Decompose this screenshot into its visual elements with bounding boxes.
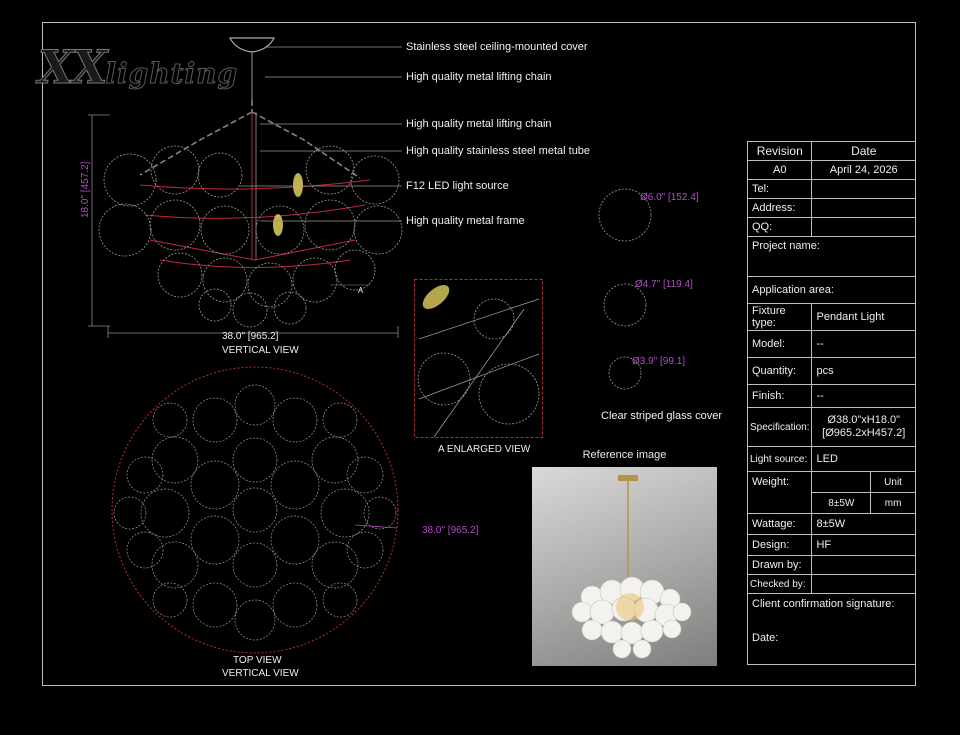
address-row [748,199,916,218]
callout-lifting-chain-1: High quality metal lifting chain [406,71,552,83]
date-value: April 24, 2026 [812,161,916,180]
callout-leaders [180,40,405,240]
enlarged-view-caption: A ENLARGED VIEW [438,444,531,455]
tel-value [812,180,916,199]
top-diameter-dimension: 38.0" [965.2] [422,525,479,536]
callout-ceiling-cover: Stainless steel ceiling-mounted cover [406,41,588,53]
callout-led-source: F12 LED light source [406,180,509,192]
address-value [812,199,916,218]
revision-header-row [748,142,916,161]
quantity-label: Quantity: [748,358,812,385]
tel-row [748,180,916,199]
reference-photo [532,467,717,666]
fixture-value: Pendant Light [812,304,916,331]
unit-label: Unit [871,472,916,493]
width-dimension: 38.0" [965.2] [222,331,279,342]
reference-caption: Reference image [582,449,667,461]
address-label: Address: [748,199,812,218]
model-label: Model: [748,331,812,358]
weight-blank [812,472,871,493]
project-row [748,237,916,277]
application-row [748,277,916,304]
quantity-value: pcs [812,358,916,385]
design-value: HF [812,535,916,556]
specification-value-line-2: [Ø965.2xH457.2] [822,427,906,439]
section-marker: A [358,286,364,295]
checked-label: Checked by: [748,575,812,594]
callout-lifting-chain-2: High quality metal lifting chain [406,118,552,130]
tel-label: Tel: [748,180,812,199]
qq-label: QQ: [748,218,812,237]
qq-value [812,218,916,237]
wattage-row [748,514,916,535]
quantity-row [748,358,916,385]
client-cell [748,594,916,665]
ball-small-dimension: Ø3.9" [99.1] [632,356,686,367]
callout-metal-frame: High quality metal frame [406,215,525,227]
fixture-label: Fixture type: [748,304,812,331]
design-label: Design: [748,535,812,556]
drawn-value [812,556,916,575]
checked-row [748,575,916,594]
revision-value: A0 [748,161,812,180]
light-source-value: LED [812,447,916,472]
client-date-label: Date: [752,632,779,644]
light-source-label: Light source: [748,447,812,472]
application-label: Application area: [748,277,916,304]
callout-metal-tube: High quality stainless steel metal tube [406,145,591,157]
specification-value [812,408,916,447]
brand-logo: XXlighting [38,40,239,94]
model-value: -- [812,331,916,358]
finish-value: -- [812,385,916,408]
qq-row [748,218,916,237]
enlarged-view-drawing [414,279,544,439]
top-view-caption: TOP VIEW [233,655,282,666]
top-view-caption-2: VERTICAL VIEW [222,668,299,679]
finish-row [748,385,916,408]
specification-label: Specification: [748,408,812,447]
weight-row [748,472,916,493]
design-row [748,535,916,556]
specification-value-line-1: Ø38.0"xH18.0" [827,414,901,426]
wattage-value: 8±5W [812,514,916,535]
weight-label: Weight: [748,472,812,514]
ball-large-dimension: Ø6.0" [152.4] [640,192,699,203]
wattage-label: Wattage: [748,514,812,535]
vertical-view-caption: VERTICAL VIEW [222,345,299,356]
glass-cover-caption: Clear striped glass cover [601,410,723,422]
top-view-drawing [105,365,405,655]
weight-value: 8±5W [812,493,871,514]
height-dimension: 18.0" [457.2] [80,161,91,218]
drawn-label: Drawn by: [748,556,812,575]
project-label: Project name: [748,237,916,277]
checked-value [812,575,916,594]
date-label: Date [812,142,916,161]
finish-label: Finish: [748,385,812,408]
specification-row [748,408,916,447]
fixture-row [748,304,916,331]
revision-value-row [748,161,916,180]
spec-table [747,141,916,665]
drawn-row [748,556,916,575]
model-row [748,331,916,358]
revision-label: Revision [748,142,812,161]
light-source-row [748,447,916,472]
ball-medium-dimension: Ø4.7" [119.4] [635,279,693,290]
client-label: Client confirmation signature: [752,598,895,610]
client-row [748,594,916,665]
unit-value: mm [871,493,916,514]
